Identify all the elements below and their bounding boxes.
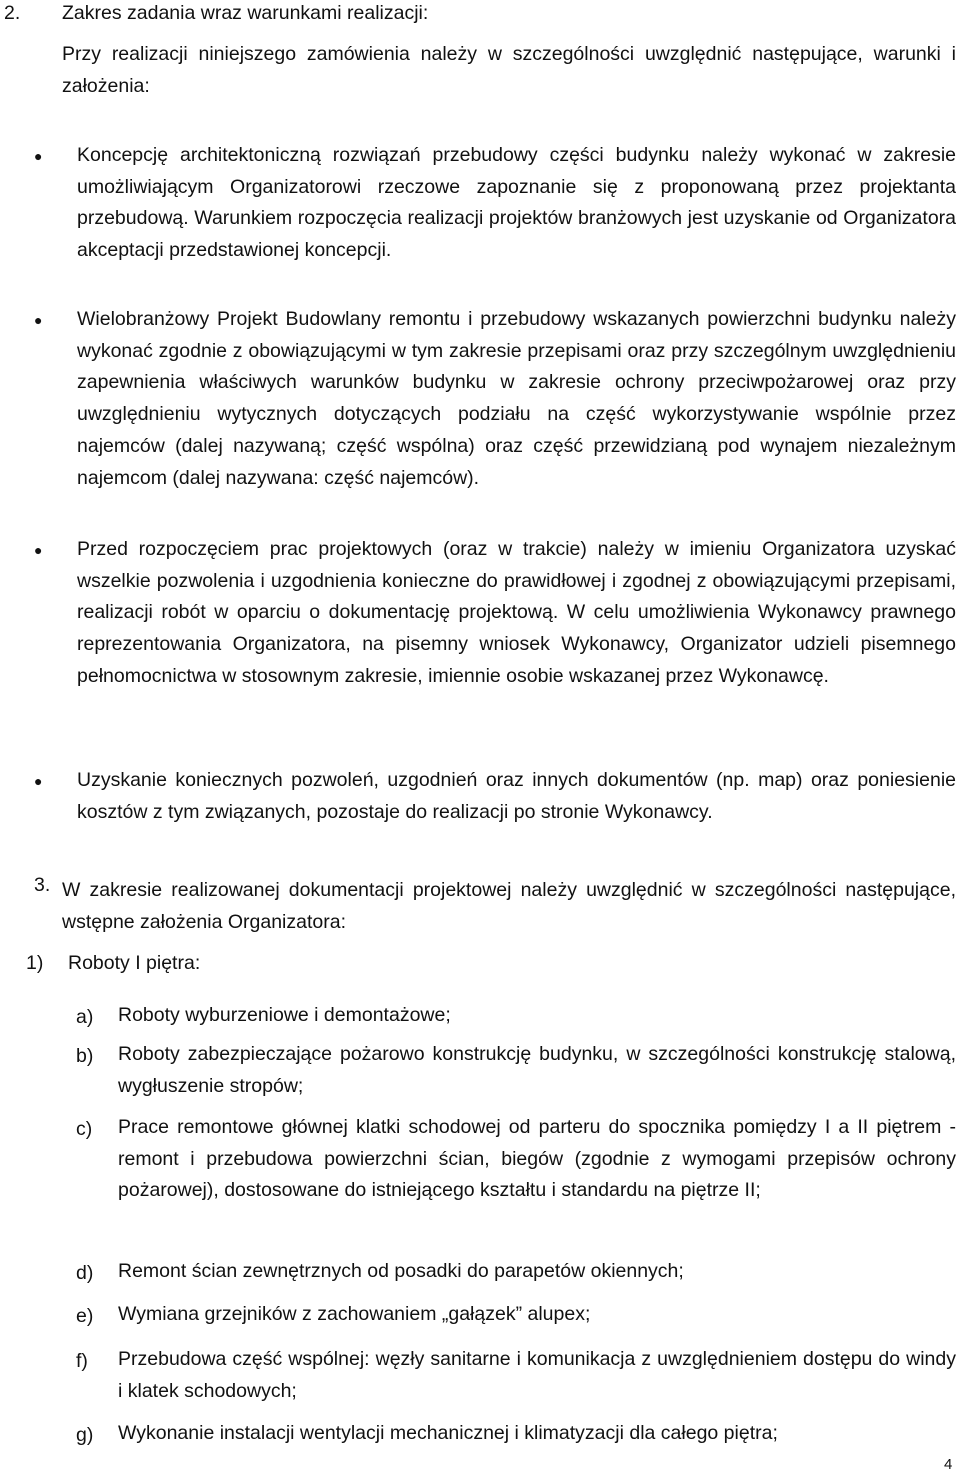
bullet-icon: ● xyxy=(34,312,43,328)
item-text-demolition: Roboty wyburzeniowe i demontażowe; xyxy=(118,1004,451,1026)
item-letter: e) xyxy=(76,1305,94,1327)
bullet-item-permits: Przed rozpoczęciem prac projektowych (oraz w trakcie) należy w imieniu Organizatora uzyskać wszelkie pozwolenia i uzgodnienia konieczne do prawidłowej i zgodnej z obowiązującymi przepisami, realizacji robót w oparciu o dokumentację projektową. W celu umożliwienia Wykonawcy prawnego reprezentowania Organizatora, na pisemny wniosek Wykonawcy, Organizator udzieli pisemnego pełnomocnictwa w stosownym zakresie, imiennie osobie wskazanej przez Wykonawcę. xyxy=(77,538,956,687)
item-letter: c) xyxy=(76,1118,93,1140)
item-letter: b) xyxy=(76,1045,94,1067)
item-letter: d) xyxy=(76,1262,94,1284)
section-3-intro: W zakresie realizowanej dokumentacji projektowej należy uwzględnić w szczególności następujące, wstępne założenia Organizatora: xyxy=(62,879,956,933)
item-letter: f) xyxy=(76,1350,88,1372)
section-2-intro: Przy realizacji niniejszego zamówienia należy w szczególności uwzględnić następujące, warunki i założenia: xyxy=(62,43,956,97)
item-letter: g) xyxy=(76,1424,94,1446)
section-2-number: 2. xyxy=(4,2,21,24)
section-3-number: 3. xyxy=(34,874,51,896)
item-text-exterior-walls: Remont ścian zewnętrznych od posadki do parapetów okiennych; xyxy=(118,1260,684,1282)
page-number: 4 xyxy=(944,1456,953,1473)
subsection-number: 1) xyxy=(26,952,44,974)
section-2-title: Zakres zadania wraz warunkami realizacji: xyxy=(62,2,429,24)
bullet-icon: ● xyxy=(34,542,43,558)
bullet-item-concept: Koncepcję architektoniczną rozwiązań przebudowy części budynku należy wykonać w zakresie umożliwiającym Organizatorowi rzeczowe zapoznanie się z proponowaną przez projektanta przebudową. Warunkiem rozpoczęcia realizacji projektów branżowych jest uzyskanie od Organizatora akceptacji przedstawionej koncepcji. xyxy=(77,144,956,262)
item-text-staircase: Prace remontowe głównej klatki schodowej od parteru do spocznika pomiędzy I a II piętrem - remont i przebudowa powierzchni ścian, biegów (zgodnie z wymogami przepisów ochrony pożarowej), dostosowane do istniejącego kształtu i standardu na piętrze II; xyxy=(118,1116,956,1202)
bullet-icon: ● xyxy=(34,773,43,789)
bullet-item-documents: Uzyskanie koniecznych pozwoleń, uzgodnień oraz innych dokumentów (np. map) oraz poniesienie kosztów z tym związanych, pozostaje do realizacji po stronie Wykonawcy. xyxy=(77,769,956,823)
bullet-icon: ● xyxy=(34,148,43,164)
bullet-item-building-project: Wielobranżowy Projekt Budowlany remontu i przebudowy wskazanych powierzchni budynku należy wykonać zgodnie z obowiązującymi w tym zakresie przepisami oraz przy szczególnym uwzględnieniu zapewnienia właściwych warunków budynku w zakresie ochrony przeciwpożarowej oraz przy uwzględnieniu wytycznych dotyczących podziału na część wykorzystywanie wspólnie przez najemców (dalej nazywaną; część wspólna) oraz część przewidzianą pod wynajem niezależnym najemcom (dalej nazywana: część najemców). xyxy=(77,308,956,489)
item-letter: a) xyxy=(76,1006,94,1028)
item-text-radiators: Wymiana grzejników z zachowaniem „gałązek” alupex; xyxy=(118,1303,591,1325)
item-text-common-area: Przebudowa część wspólnej: węzły sanitarne i komunikacja z uwzględnieniem dostępu do windy i klatek schodowych; xyxy=(118,1348,956,1402)
item-text-ventilation: Wykonanie instalacji wentylacji mechanicznej i klimatyzacji dla całego piętra; xyxy=(118,1422,778,1444)
item-text-fire-protection: Roboty zabezpieczające pożarowo konstrukcję budynku, w szczególności konstrukcję stalową, wygłuszenie stropów; xyxy=(118,1043,956,1097)
subsection-title: Roboty I piętra: xyxy=(68,952,201,974)
